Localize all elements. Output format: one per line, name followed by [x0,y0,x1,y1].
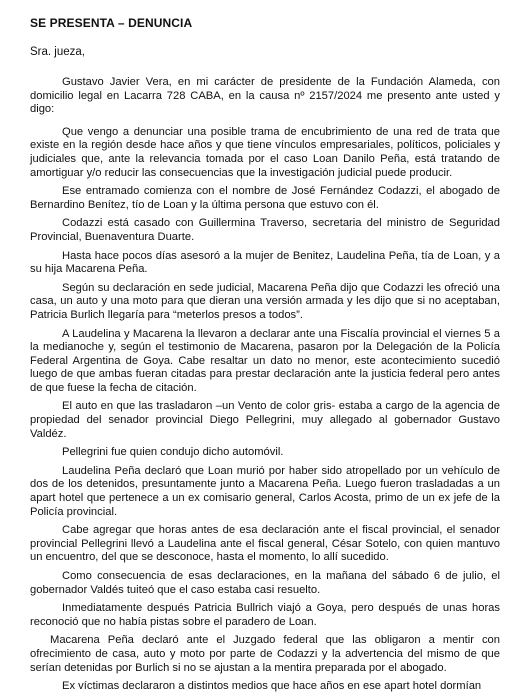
paragraph-gobernador: Como consecuencia de esas declaraciones, en la mañana del sábado 6 de julio, el gobernador Valdés tuiteó que el caso estaba casi resuelto. [30,570,500,596]
paragraph-ex-victimas: Ex víctimas declararon a distintos medios que hace años en ese apart hotel dormían [62,680,482,693]
paragraph-intro: Gustavo Javier Vera, en mi carácter de presidente de la Fundación Alameda, con domicilio legal en Lacarra 728 CABA, en la causa nº 2157/2024 me presento ante usted y digo: [30,76,500,116]
paragraph-fiscalia: A Laudelina y Macarena la llevaron a declarar ante una Fiscalía provincial el viernes 5 a la medianoche y, según el testimonio de Macarena, pasaron por la Delegación de la Policía Federal Argentina de Goya. Cabe resaltar un dato no menor, este acontecimiento sucedió luego de que ambas fueran citadas para prestar declaración ante la justicia federal pero antes de que fuese la fecha de citación. [30,327,500,394]
paragraph-juzgado-federal: Macarena Peña declaró ante el Juzgado federal que las obligaron a mentir con ofrecimiento de casa, auto y moto por parte de Codazzi y la advertencia del mismo de que serían detenidas por Burlich si no se ajustan a la mentira preparada por el abogado. [30,634,500,674]
paragraph-denuncia: Que vengo a denunciar una posible trama de encubrimiento de una red de trata que existe en la región desde hace años y que tiene vínculos empresariales, políticos, policiales y judiciales que, ante la relevancia tomada por el caso Loan Danilo Peña, está tratando de amortiguar y/o reducir las consecuencias que la investigación judicial puede producir. [30,125,500,179]
paragraph-codazzi: Ese entramado comienza con el nombre de José Fernández Codazzi, el abogado de Bernardino Benítez, tío de Loan y la última persona que estuvo con él. [30,185,500,211]
paragraph-pellegrini: Pellegrini fue quien condujo dicho automóvil. [62,446,284,459]
paragraph-traverso: Codazzi está casado con Guillermina Traverso, secretaria del ministro de Seguridad Provincial, Buenaventura Duarte. [30,217,500,243]
paragraph-atropellado: Laudelina Peña declaró que Loan murió por haber sido atropellado por un vehículo de dos de los detenidos, presuntamente junto a Macarena Peña. Luego fueron trasladadas a un apart hotel que pertenece a un ex comisario general, Carlos Acosta, primo de un ex jefe de la Policía provincial. [30,464,500,518]
paragraph-declaracion: Según su declaración en sede judicial, Macarena Peña dijo que Codazzi les ofreció una casa, un auto y una moto para que dieran una versión armada y les dijo que si no aceptaban, Patricia Burlich llegaría para “meterlos presos a todos”. [30,281,500,321]
paragraph-asesoro: Hasta hace pocos días asesoró a la mujer de Benitez, Laudelina Peña, tía de Loan, y a su hija Macarena Peña. [30,249,500,276]
paragraph-bullrich: Inmediatamente después Patricia Bullrich viajó a Goya, pero después de unas horas reconoció que no había pistas sobre el paradero de Loan. [30,602,500,628]
paragraph-auto: El auto en que las trasladaron –un Vento de color gris- estaba a cargo de la agencia de propiedad del senador provincial Diego Pellegrini, muy allegado al gobernador Gustavo Valdéz. [30,400,500,440]
paragraph-fiscal-general: Cabe agregar que horas antes de esa declaración ante el fiscal provincial, el senador provincial Pellegrini llevó a Laudelina ante el fiscal general, César Sotelo, con quien mantuvo un encuentro, del que se desconoce, hasta el momento, lo allí sucedido. [30,524,500,564]
document-body [30,76,500,699]
greeting: Sra. jueza, [30,46,85,58]
document-title: SE PRESENTA – DENUNCIA [30,16,193,30]
